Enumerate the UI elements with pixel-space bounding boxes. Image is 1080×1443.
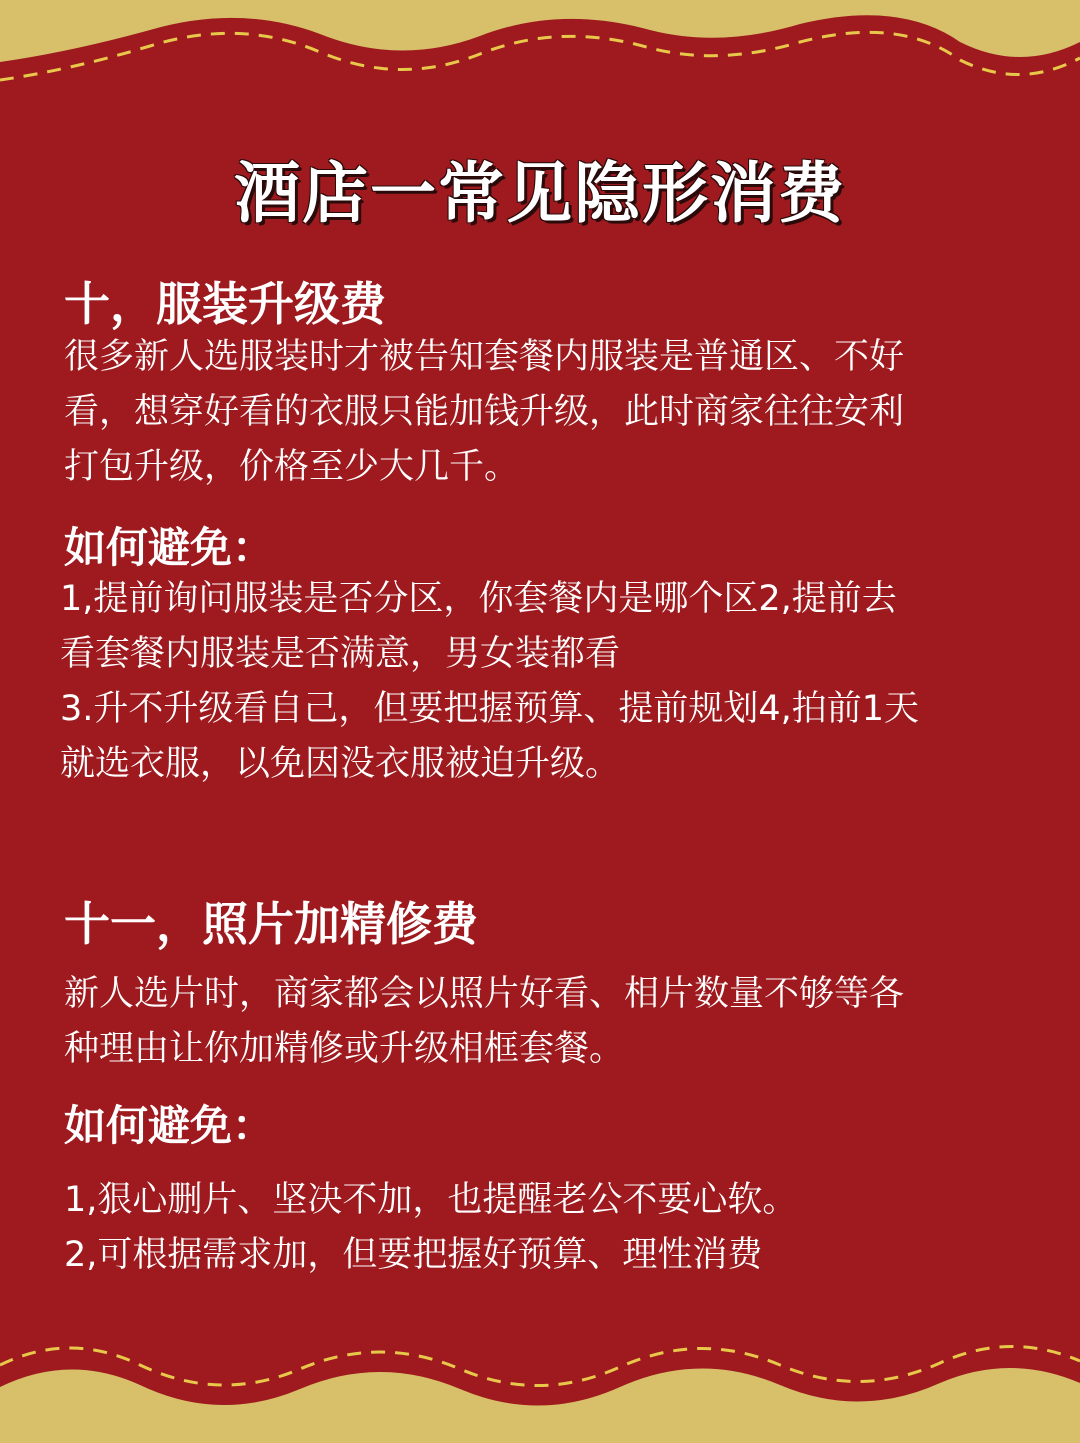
section-10-avoid-list — [60, 572, 1020, 792]
section-11-avoid-line: 1,狠心删片、坚决不加，也提醒老公不要心软。 — [64, 1180, 798, 1220]
section-10-avoid-line: 1,提前询问服装是否分区，你套餐内是哪个区2,提前去 — [60, 579, 897, 619]
page-title: 酒店一常见隐形消费 — [234, 155, 846, 232]
bottom-scallop-border — [0, 1323, 1080, 1443]
section-11-body-line: 新人选片时，商家都会以照片好看、相片数量不够等各 — [64, 974, 905, 1014]
section-11-avoid-list — [64, 1173, 1024, 1283]
section-11-body — [64, 967, 1024, 1077]
top-scallop-border — [0, 0, 1080, 110]
section-10-body-line: 很多新人选服装时才被告知套餐内服装是普通区、不好 — [64, 337, 905, 377]
section-10-body-line: 打包升级，价格至少大几千。 — [64, 447, 520, 487]
section-10-body — [64, 330, 1024, 495]
section-10-avoid-heading: 如何避免： — [64, 523, 275, 572]
section-11-heading: 十一，照片加精修费 — [64, 897, 478, 951]
section-10-avoid-line: 就选衣服，以免因没衣服被迫升级。 — [60, 744, 621, 784]
section-10-heading: 十，服装升级费 — [64, 277, 386, 331]
section-10-avoid-line: 看套餐内服装是否满意，男女装都看 — [60, 634, 621, 674]
section-11-avoid-heading: 如何避免： — [64, 1101, 275, 1150]
section-11-body-line: 种理由让你加精修或升级相框套餐。 — [64, 1029, 625, 1069]
section-11-avoid-line: 2,可根据需求加，但要把握好预算、理性消费 — [64, 1235, 763, 1275]
section-10-avoid-line: 3.升不升级看自己，但要把握预算、提前规划4,拍前1天 — [60, 689, 920, 729]
section-10-body-line: 看，想穿好看的衣服只能加钱升级，此时商家往往安利 — [64, 392, 905, 432]
